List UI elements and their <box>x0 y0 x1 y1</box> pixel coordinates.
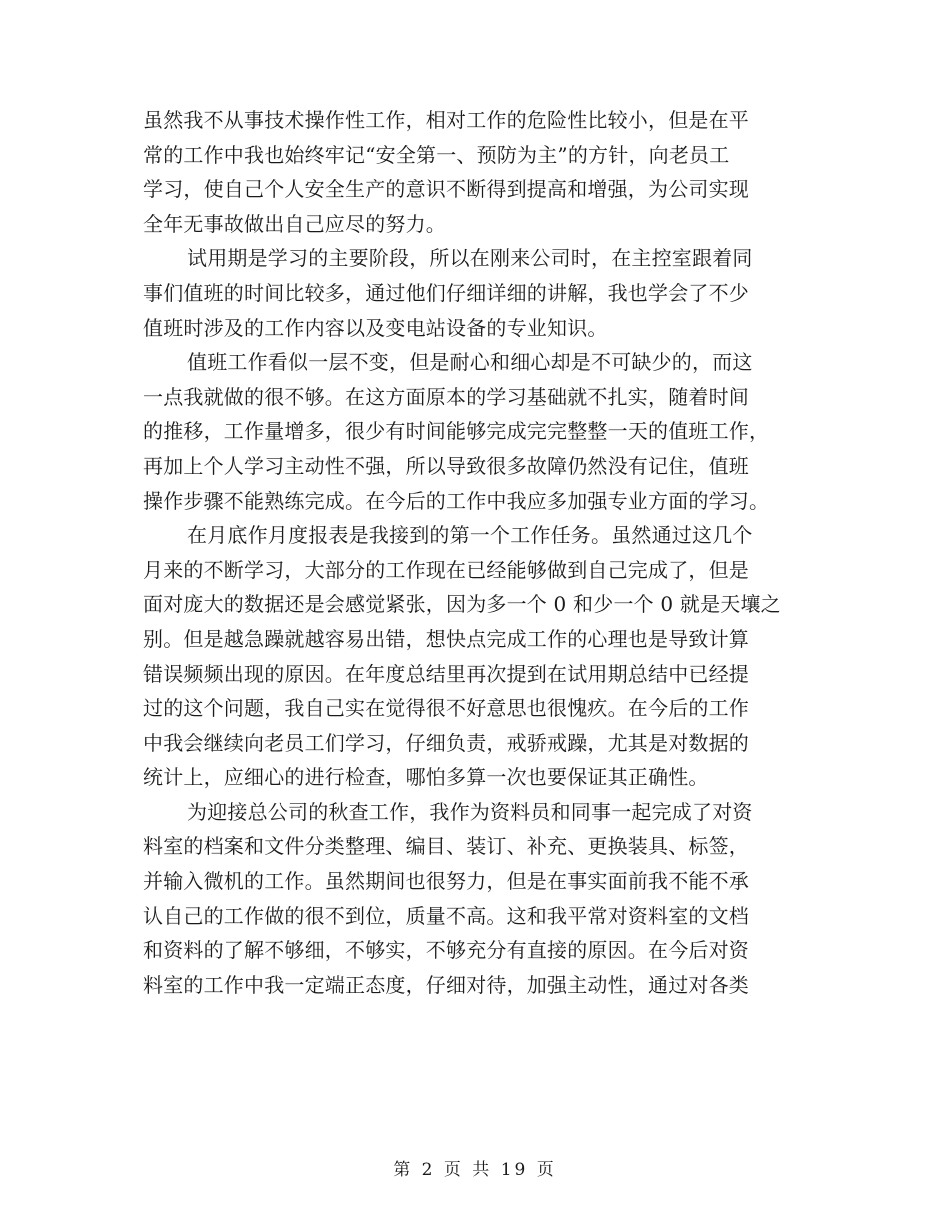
text-line: 学习，使自己个人安全生产的意识不断得到提高和增强，为公司实现 <box>143 177 749 202</box>
text-line: 料室的档案和文件分类整理、编目、装订、补充、更换装具、标签， <box>143 834 749 859</box>
text-line: 料室的工作中我一定端正态度，仔细对待，加强主动性，通过对各类 <box>143 972 749 997</box>
paragraph-3 <box>143 345 813 518</box>
text-line: 并输入微机的工作。虽然期间也很努力，但是在事实面前我不能不承 <box>143 869 749 894</box>
paragraph-1 <box>143 103 813 241</box>
text-line: 一点我就做的很不够。在这方面原本的学习基础就不扎实，随着时间 <box>143 384 749 409</box>
paragraph-4 <box>143 518 813 795</box>
page-number-footer: 第 2 页 共 19 页 <box>393 1160 557 1180</box>
text-line: 虽然我不从事技术操作性工作，相对工作的危险性比较小，但是在平 <box>143 108 749 132</box>
text-line: 统计上，应细心的进行检查，哪怕多算一次也要保证其正确性。 <box>143 765 709 790</box>
text-line: 为迎接总公司的秋查工作，我作为资料员和同事一起完成了对资 <box>187 799 753 824</box>
text-line: 别。但是越急躁就越容易出错，想快点完成工作的心理也是导致计算 <box>143 626 749 651</box>
text-line: 值班时涉及的工作内容以及变电站设备的专业知识。 <box>143 315 608 340</box>
text-line: 错误频频出现的原因。在年度总结里再次提到在试用期总结中已经提 <box>143 661 749 686</box>
text-line: 值班工作看似一层不变，但是耐心和细心却是不可缺少的，而这 <box>187 350 753 375</box>
text-line: 月来的不断学习，大部分的工作现在已经能够做到自己完成了，但是 <box>143 557 749 582</box>
text-line: 全年无事故做出自己应尽的努力。 <box>143 211 446 236</box>
text-line: 常的工作中我也始终牢记“安全第一、预防为主”的方针，向老员工 <box>143 142 730 167</box>
text-line: 的推移，工作量增多，很少有时间能够完成完完整整一天的值班工作， <box>143 419 770 444</box>
text-line: 和资料的了解不够细，不够实，不够充分有直接的原因。在今后对资 <box>143 938 749 963</box>
text-line: 面对庞大的数据还是会感觉紧张，因为多一个 0 和少一个 0 就是天壤之 <box>143 592 781 617</box>
text-line: 中我会继续向老员工们学习，仔细负责，戒骄戒躁，尤其是对数据的 <box>143 730 749 755</box>
document-body <box>143 103 813 1002</box>
text-line: 操作步骤不能熟练完成。在今后的工作中我应多加强专业方面的学习。 <box>143 488 770 513</box>
text-line: 认自己的工作做的很不到位，质量不高。这和我平常对资料室的文档 <box>143 903 749 928</box>
paragraph-5 <box>143 795 813 1003</box>
paragraph-2 <box>143 241 813 345</box>
text-line: 过的这个问题，我自己实在觉得很不好意思也很愧疚。在今后的工作 <box>143 696 749 721</box>
text-line: 试用期是学习的主要阶段，所以在刚来公司时，在主控室跟着同 <box>187 246 753 271</box>
text-line: 再加上个人学习主动性不强，所以导致很多故障仍然没有记住，值班 <box>143 453 749 478</box>
text-line: 在月底作月度报表是我接到的第一个工作任务。虽然通过这几个 <box>187 523 753 548</box>
text-line: 事们值班的时间比较多，通过他们仔细详细的讲解，我也学会了不少 <box>143 280 749 305</box>
